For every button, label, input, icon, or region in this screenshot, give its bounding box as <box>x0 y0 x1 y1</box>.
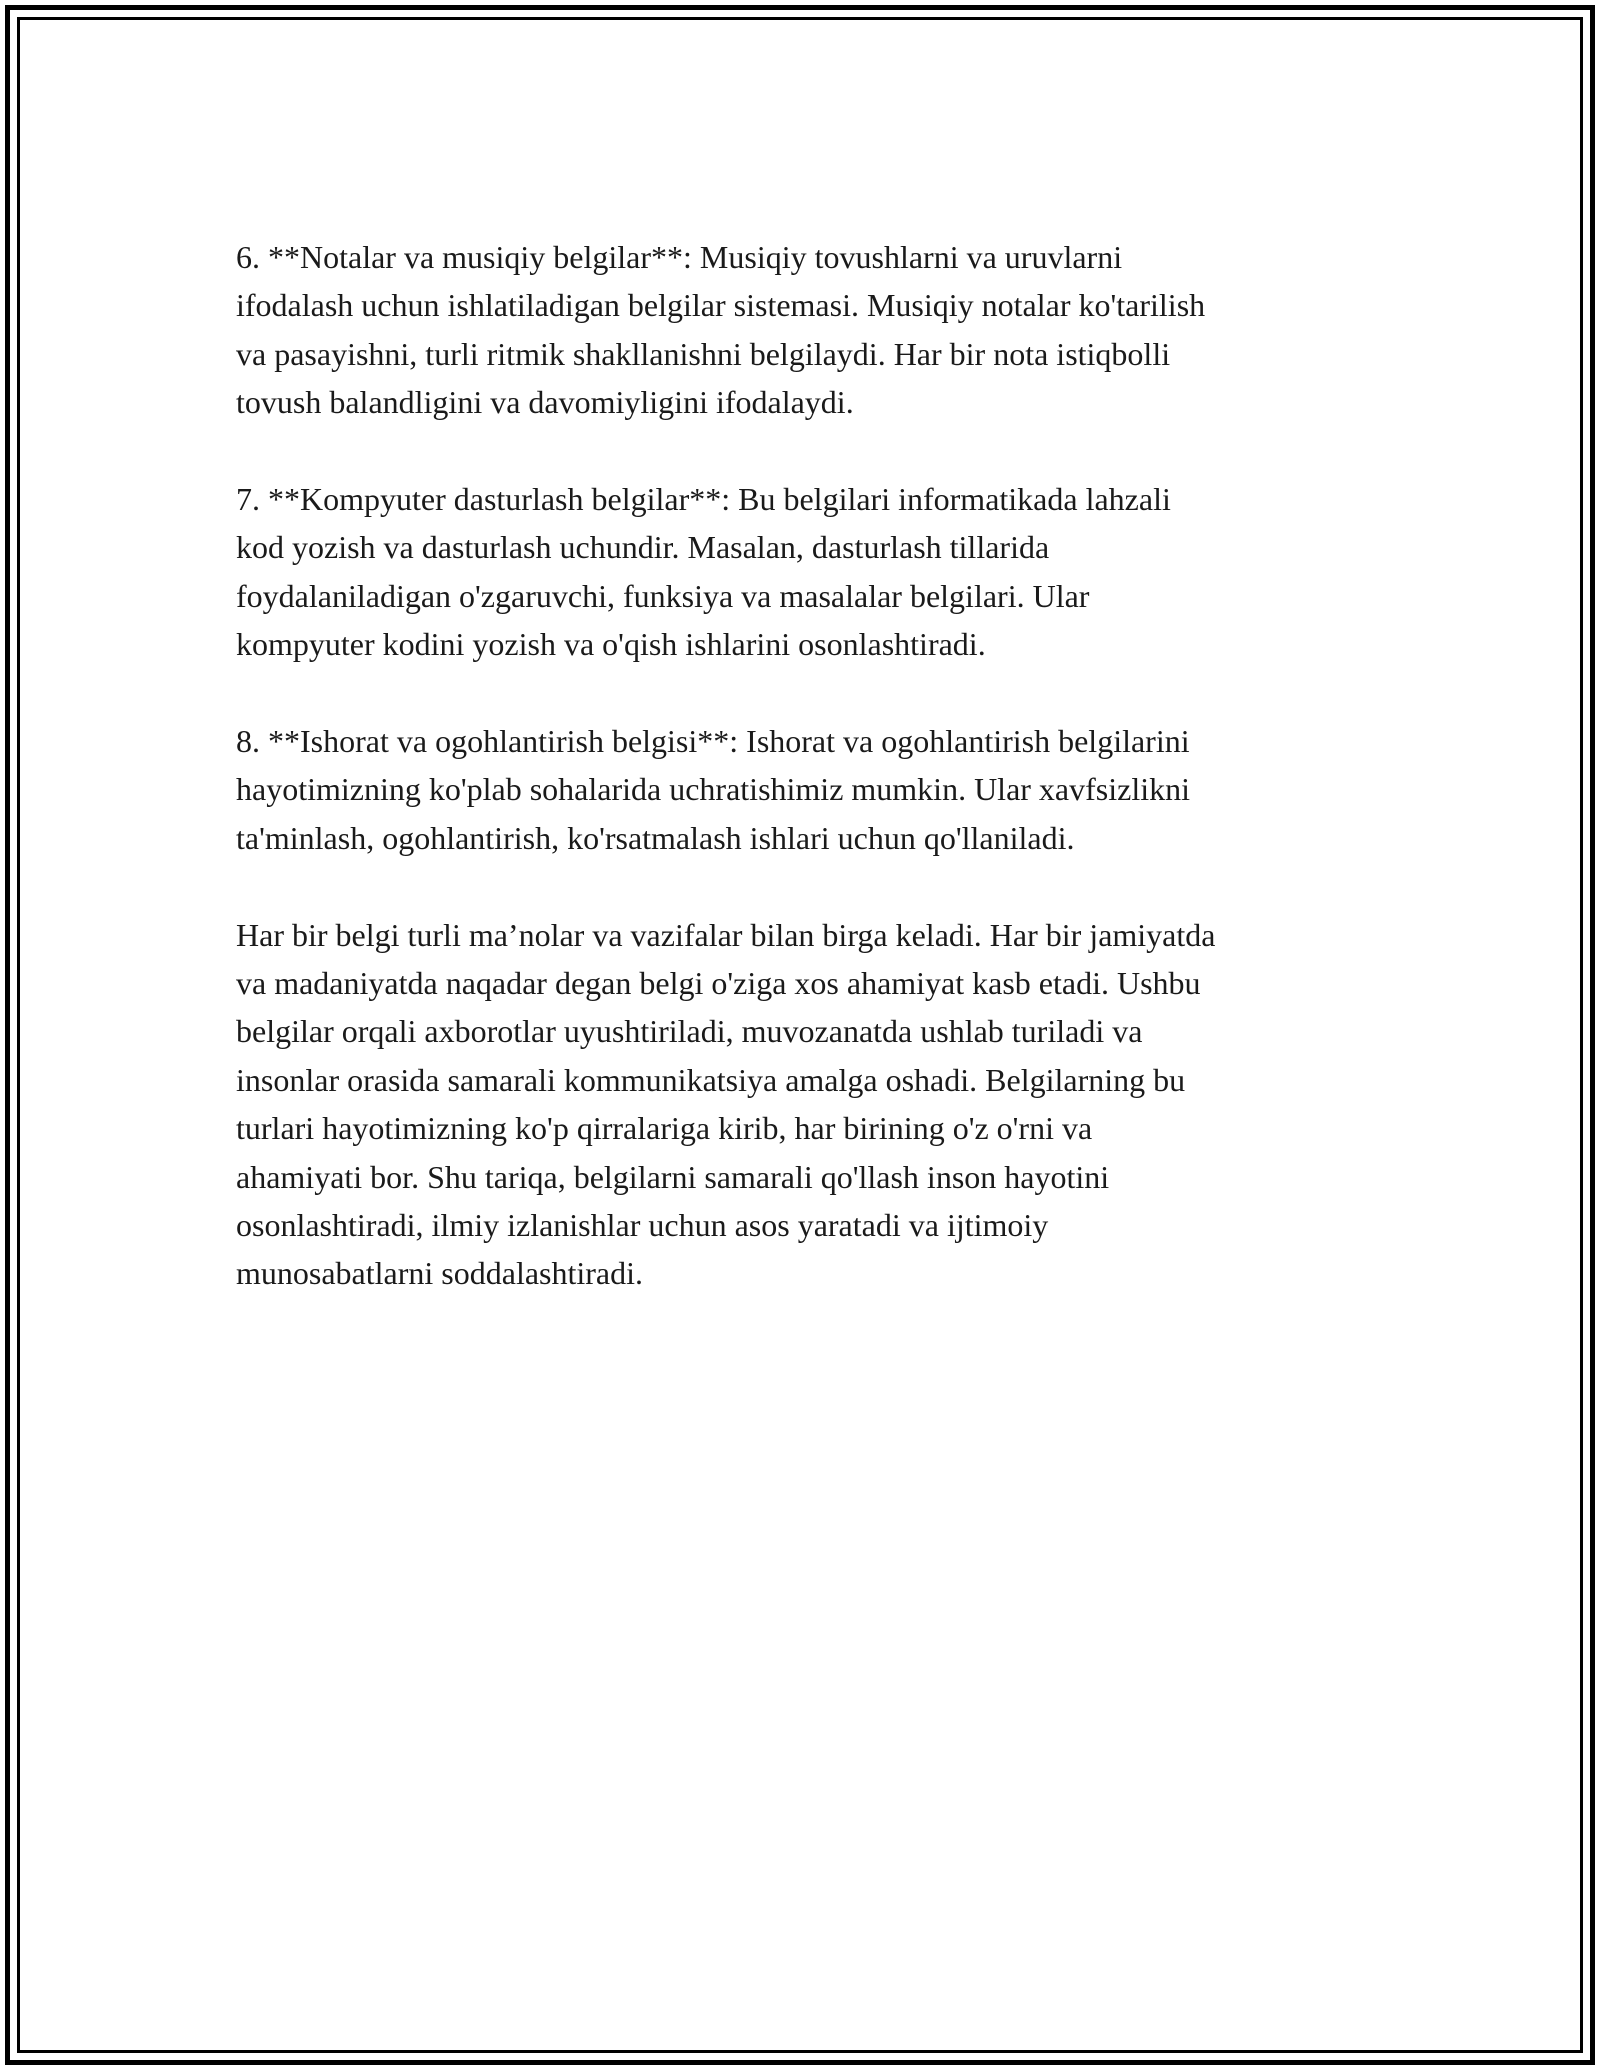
paragraph-programming-symbols <box>236 475 1396 669</box>
paragraph-conclusion <box>236 911 1396 1298</box>
paragraph-warning-signs <box>236 717 1396 862</box>
text-line: va madaniyatda naqadar degan belgi o'ziga xos ahamiyat kasb etadi. Ushbu <box>236 965 1201 1002</box>
document-body <box>236 233 1396 1346</box>
text-line: va pasayishni, turli ritmik shakllanishni belgilaydi. Har bir nota istiqbolli <box>236 335 1171 372</box>
text-line: tovush balandligini va davomiyligini ifodalaydi. <box>236 384 854 421</box>
text-line: insonlar orasida samarali kommunikatsiya amalga oshadi. Belgilarning bu <box>236 1061 1186 1098</box>
text-line: Har bir belgi turli ma’nolar va vazifalar bilan birga keladi. Har bir jamiyatda <box>236 916 1216 953</box>
text-line: foydalaniladigan o'zgaruvchi, funksiya va masalalar belgilari. Ular <box>236 577 1090 614</box>
text-line: belgilar orqali axborotlar uyushtiriladi, muvozanatda ushlab turiladi va <box>236 1013 1143 1050</box>
text-line: ifodalash uchun ishlatiladigan belgilar sistemasi. Musiqiy notalar ko'tarilish <box>236 287 1206 324</box>
text-line: 8. **Ishorat va ogohlantirish belgisi**: Ishorat va ogohlantirish belgilarini <box>236 723 1190 760</box>
text-line: kompyuter kodini yozish va o'qish ishlarini osonlashtiradi. <box>236 626 986 663</box>
text-line: ahamiyati bor. Shu tariqa, belgilarni samarali qo'llash inson hayotini <box>236 1158 1110 1195</box>
text-line: osonlashtiradi, ilmiy izlanishlar uchun asos yaratadi va ijtimoiy <box>236 1207 1049 1244</box>
text-line: turlari hayotimizning ko'p qirralariga kirib, har birining o'z o'rni va <box>236 1110 1093 1147</box>
text-line: 7. **Kompyuter dasturlash belgilar**: Bu belgilari informatikada lahzali <box>236 481 1171 518</box>
text-line: kod yozish va dasturlash uchundir. Masalan, dasturlash tillarida <box>236 529 1050 566</box>
text-line: hayotimizning ko'plab sohalarida uchratishimiz mumkin. Ular xavfsizlikni <box>236 771 1190 808</box>
text-line: 6. **Notalar va musiqiy belgilar**: Musiqiy tovushlarni va uruvlarni <box>236 239 1123 275</box>
text-line: ta'minlash, ogohlantirish, ko'rsatmalash ishlari uchun qo'llaniladi. <box>236 819 1075 856</box>
text-line: munosabatlarni soddalashtiradi. <box>236 1255 644 1292</box>
paragraph-musical-notes <box>236 233 1396 427</box>
